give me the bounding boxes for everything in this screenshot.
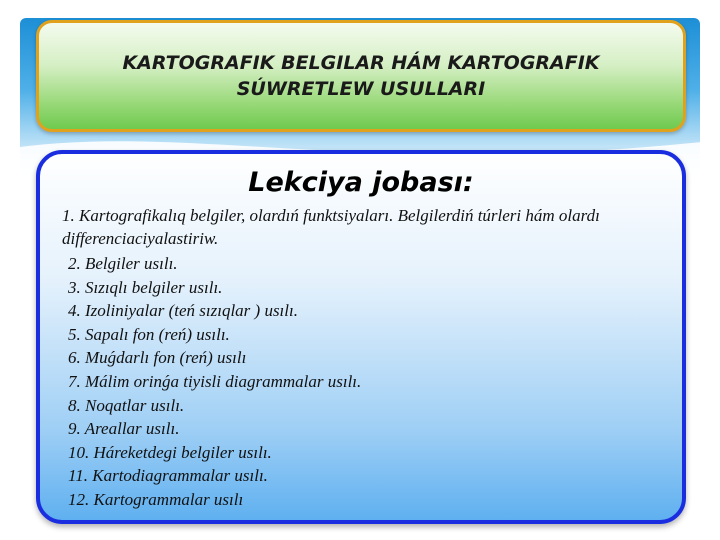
lecture-plan-heading: Lekciya jobası: — [248, 167, 474, 198]
title-box — [36, 20, 686, 132]
plan-item: 4. Izoliniyalar (teń sızıqlar ) usılı. — [68, 301, 298, 321]
content-box — [36, 150, 686, 524]
plan-item: 2. Belgiler usılı. — [68, 254, 178, 273]
plan-list — [68, 252, 361, 512]
slide-title: KARTOGRAFIK BELGILAR HÁM KARTOGRAFIK SÚWRETLEW USULLARI — [122, 52, 600, 100]
plan-item: 6. Muǵdarlı fon (reń) usılı — [68, 348, 247, 368]
plan-item: 9. Areallar usılı. — [68, 419, 180, 439]
plan-item: 5. Sapalı fon (reń) usılı. — [68, 324, 230, 344]
plan-item: 12. Kartogrammalar usılı — [68, 489, 244, 509]
intro-item: 1. Kartografikalıq belgiler, olardıń funktsiyaları. Belgilerdiń túrleri hám olardı differenciaciyalastiriw. — [62, 206, 600, 248]
plan-item: 10. Háreketdegi belgiler usılı. — [68, 442, 272, 462]
plan-item: 8. Noqatlar usılı. — [68, 395, 185, 415]
plan-item: 3. Sızıqlı belgiler usılı. — [68, 277, 223, 297]
plan-item: 7. Málim orinǵa tiyisli diagrammalar usılı. — [68, 371, 362, 391]
plan-item: 11. Kartodiagrammalar usılı. — [68, 466, 268, 486]
